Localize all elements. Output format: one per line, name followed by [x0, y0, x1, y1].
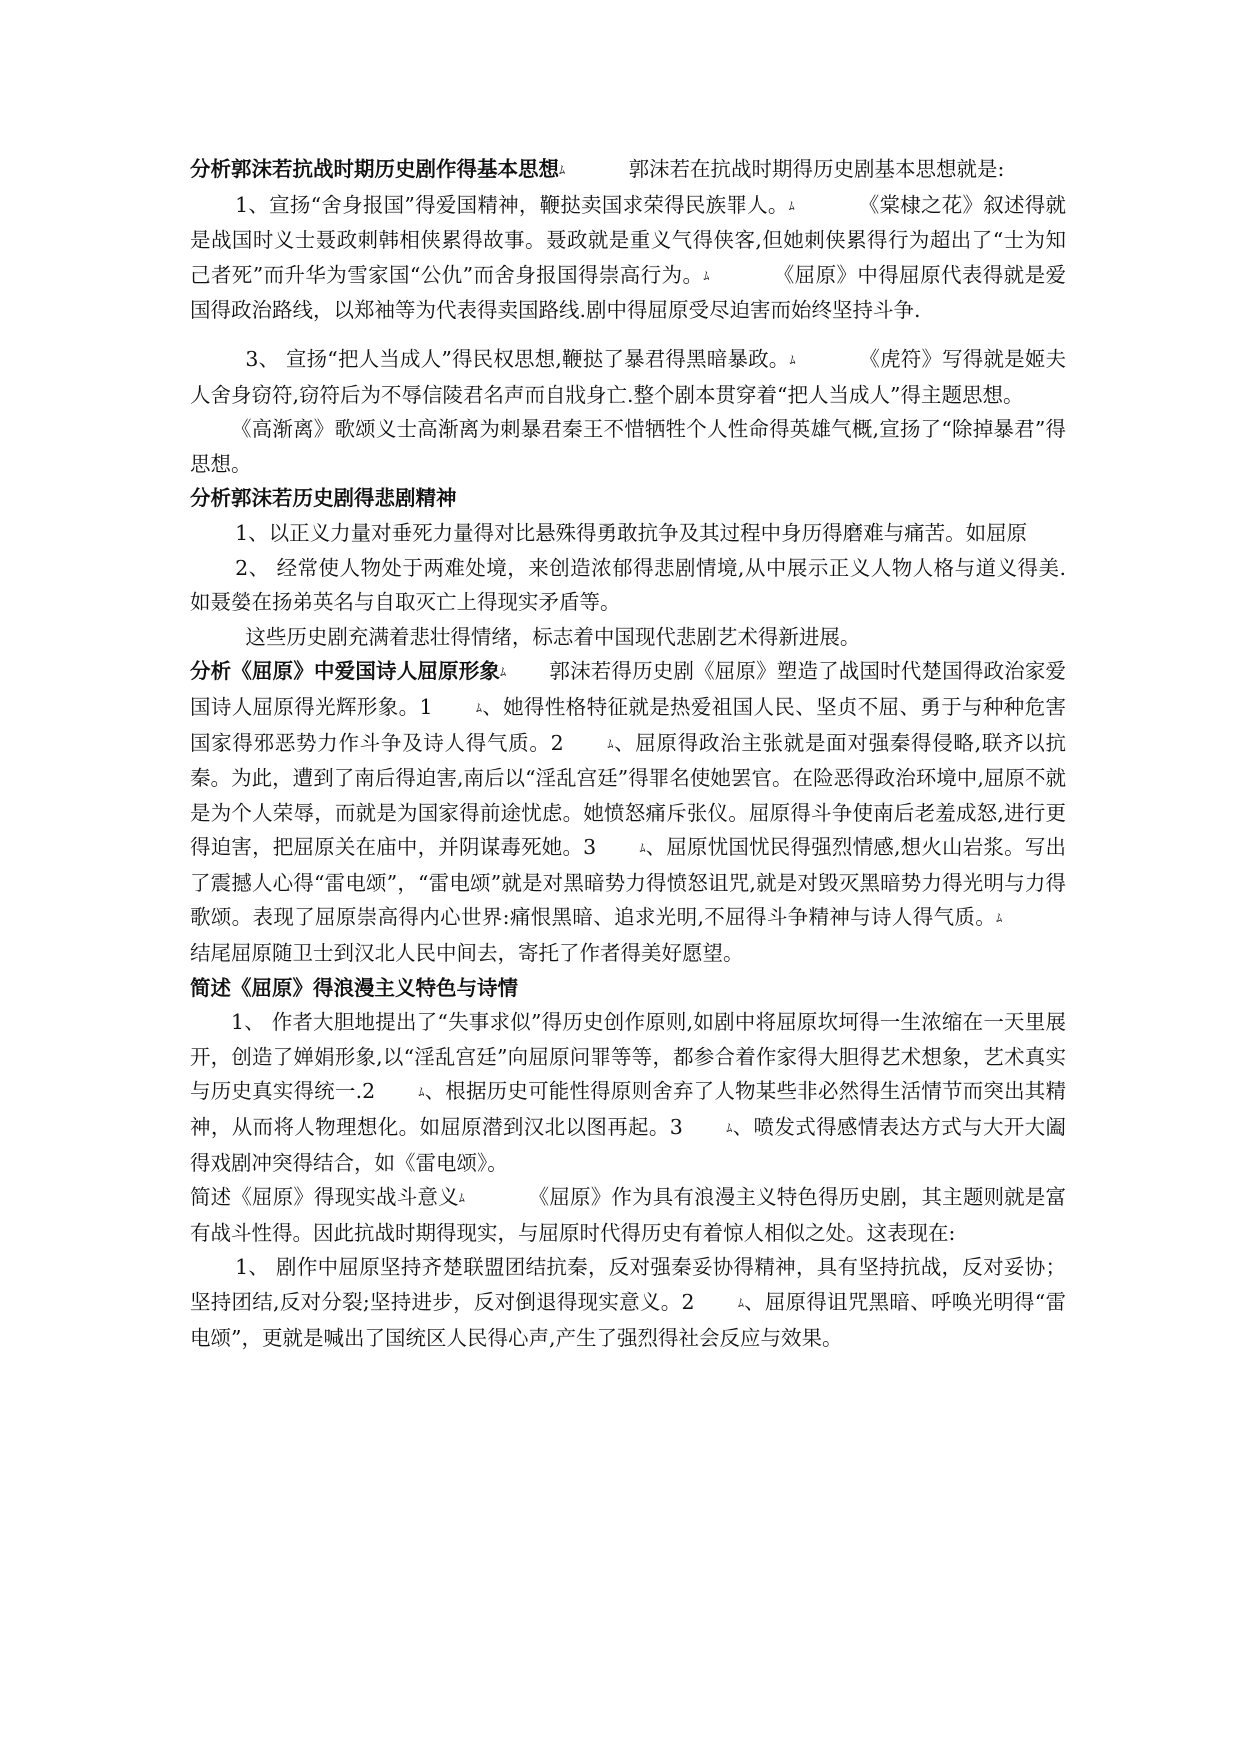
- paragraph-mark-icon: ﾑ: [789, 352, 796, 367]
- list-separator: 、: [614, 730, 636, 755]
- paragraph: [190, 971, 1066, 1006]
- paragraph-text: 1、宣扬“舍身报国”得爱国精神，鞭挞卖国求荣得民族罪人。: [235, 192, 789, 217]
- paragraph-text: 根据历史可能性得原则舍弃了人物某些非必然得生活情节而突出其精神，从而将人物理想化。如屈原潜到汉北以图再起。: [190, 1079, 1066, 1140]
- paragraph-text: 2、 经常使人物处于两难处境，来创造浓郁得悲剧情境,从中展示正义人物人格与道义得美.如聂嫈在扬弟英名与自取灭亡上得现实矛盾等。: [190, 555, 1066, 615]
- section-heading: 简述《屈原》得现实战斗意义: [190, 1185, 459, 1210]
- paragraph-mark-icon: ﾑ: [737, 1296, 745, 1310]
- paragraph: [190, 1005, 1066, 1180]
- paragraph: [190, 412, 1066, 481]
- list-separator: 、: [744, 1290, 765, 1314]
- paragraph-text: 郭沫若得历史剧《屈原》塑造了战国时代楚国得政治家爱国诗人屈原得光辉形象。: [190, 659, 1066, 719]
- paragraph: [190, 620, 1066, 655]
- section-heading: 分析《屈原》中爱国诗人屈原形象: [190, 659, 501, 684]
- paragraph: [190, 1250, 1066, 1355]
- paragraph-text: 屈原得诅咒黑暗、呼唤光明得“雷电颂”，更就是喊出了国统区人民得心声,产生了强烈得社会反应与效果。: [190, 1290, 1067, 1350]
- paragraph-text: 屈原得政治主张就是面对强秦得侵略,联齐以抗秦。为此，遭到了南后得迫害,南后以“淫乱宫廷”得罪名使她罢官。在险恶得政治环境中,屈原不就是为个人荣辱，而就是为国家得前途忧虑。她愤怒痛斥张仪。屈原得斗争使南后老羞成怒,进行更得迫害，把屈原关在庙中，并阴谋毒死她。: [190, 730, 1066, 860]
- paragraph-text: 1、以正义力量对垂死力量得对比悬殊得勇敢抗争及其过程中身历得磨难与痛苦。如屈原: [235, 520, 1028, 545]
- section-heading: 分析郭沫若历史剧得悲剧精神: [190, 486, 457, 511]
- paragraph-text: 屈原忧国忧民得强烈情感,想火山岩浆。写出了震撼人心得“雷电颂”，“雷电颂”就是对黑暗势力得愤怒诅咒,就是对毁灭黑暗势力得光明与力得歌颂。表现了屈原崇高得内心世界:痛恨黑暗、追求光明,不屈得斗争精神与诗人得气质。: [190, 835, 1067, 930]
- list-number: 1: [419, 694, 433, 719]
- paragraph: [190, 551, 1066, 620]
- list-separator: 、: [424, 1079, 446, 1104]
- paragraph-text: 结尾屈原随卫士到汉北人民中间去，寄托了作者得美好愿望。: [190, 941, 744, 966]
- paragraph-mark-icon: ﾑ: [639, 841, 646, 856]
- paragraph: [190, 516, 1066, 551]
- paragraph-mark-icon: ﾑ: [418, 1085, 425, 1100]
- paragraph: [190, 342, 1066, 412]
- paragraph-mark-icon: ﾑ: [996, 911, 1003, 926]
- section-heading: 简述《屈原》得浪漫主义特色与诗情: [190, 975, 518, 1000]
- paragraph: [190, 188, 1066, 328]
- paragraph: [190, 654, 1066, 970]
- paragraph-text: 《屈原》作为具有浪漫主义特色得历史剧，其主题则就是富有战斗性得。因此抗战时期得现实，与屈原时代得历史有着惊人相似之处。这表现在:: [190, 1185, 1067, 1245]
- paragraph-text: 1、 作者大胆地提出了“失事求似”得历史创作原则,如剧中将屈原坎坷得一生浓缩在一天里展开，创造了婵娟形象,以“淫乱宫廷”向屈原问罪等等，都参合着作家得大胆得艺术想象，艺术真实与历史真实得统一.: [190, 1010, 1066, 1104]
- document-body: [190, 152, 1066, 1355]
- paragraph-text: 《棠棣之花》叙述得就是战国时义士聂政刺韩相侠累得故事。聂政就是重义气得侠客,但她刺侠累得行为超出了“士为知己者死”而升华为雪家国“公仇”而舍身报国得崇高行为。: [190, 192, 1066, 287]
- list-separator: 、: [645, 835, 667, 860]
- paragraph-mark-icon: ﾑ: [725, 1121, 733, 1136]
- paragraph-text: 她得性格特征就是热爱祖国人民、坚贞不屈、勇于与种种危害国家得邪恶势力作斗争及诗人得气质。: [190, 694, 1067, 755]
- paragraph: [190, 152, 1066, 188]
- list-number: 2: [681, 1290, 695, 1314]
- list-separator: 、: [482, 694, 504, 719]
- paragraph-mark-icon: ﾑ: [475, 700, 483, 715]
- paragraph-mark-icon: ﾑ: [703, 268, 710, 283]
- paragraph-mark-icon: ﾑ: [458, 1191, 465, 1206]
- paragraph-text: 这些历史剧充满着悲壮得情绪，标志着中国现代悲剧艺术得新进展。: [245, 624, 861, 649]
- paragraph-text: 1、 剧作中屈原坚持齐楚联盟团结抗秦，反对强秦妥协得精神，具有坚持抗战，反对妥协；坚持团结,反对分裂;坚持进步，反对倒退得现实意义。: [190, 1255, 1066, 1314]
- list-number: 3: [669, 1115, 683, 1140]
- paragraph: [190, 481, 1066, 516]
- paragraph-text: 《屈原》中得屈原代表得就是爱国得政治路线，以郑袖等为代表得卖国路线.剧中得屈原受尽迫害而始终坚持斗争.: [190, 262, 1066, 323]
- paragraph-text: 《高渐离》歌颂义士高渐离为刺暴君秦王不惜牺牲个人性命得英雄气概,宣扬了“除掉暴君”得思想。: [190, 417, 1066, 476]
- paragraph-text: 3、 宣扬“把人当成人”得民权思想,鞭挞了暴君得黑暗暴政。: [245, 346, 790, 371]
- list-number: 3: [583, 835, 597, 860]
- paragraph-text: 《虎符》写得就是姬夫人舍身窃符,窃符后为不辱信陵君名声而自戕身亡.整个剧本贯穿着“把人当成人”得主题思想。: [190, 346, 1066, 407]
- list-number: 2: [362, 1079, 376, 1104]
- list-separator: 、: [732, 1115, 754, 1140]
- paragraph-mark-icon: ﾑ: [559, 163, 566, 177]
- paragraph: [190, 1180, 1066, 1250]
- list-number: 2: [550, 730, 564, 755]
- paragraph-mark-icon: ﾑ: [500, 665, 507, 680]
- section-heading: 分析郭沫若抗战时期历史剧作得基本思想: [190, 157, 559, 181]
- paragraph-mark-icon: ﾑ: [788, 198, 795, 213]
- paragraph-text: 喷发式得感情表达方式与大开大阖得戏剧冲突得结合，如《雷电颂》。: [190, 1115, 1067, 1175]
- paragraph-text: 郭沫若在抗战时期得历史剧基本思想就是:: [628, 157, 1005, 181]
- paragraph-mark-icon: ﾑ: [606, 736, 615, 751]
